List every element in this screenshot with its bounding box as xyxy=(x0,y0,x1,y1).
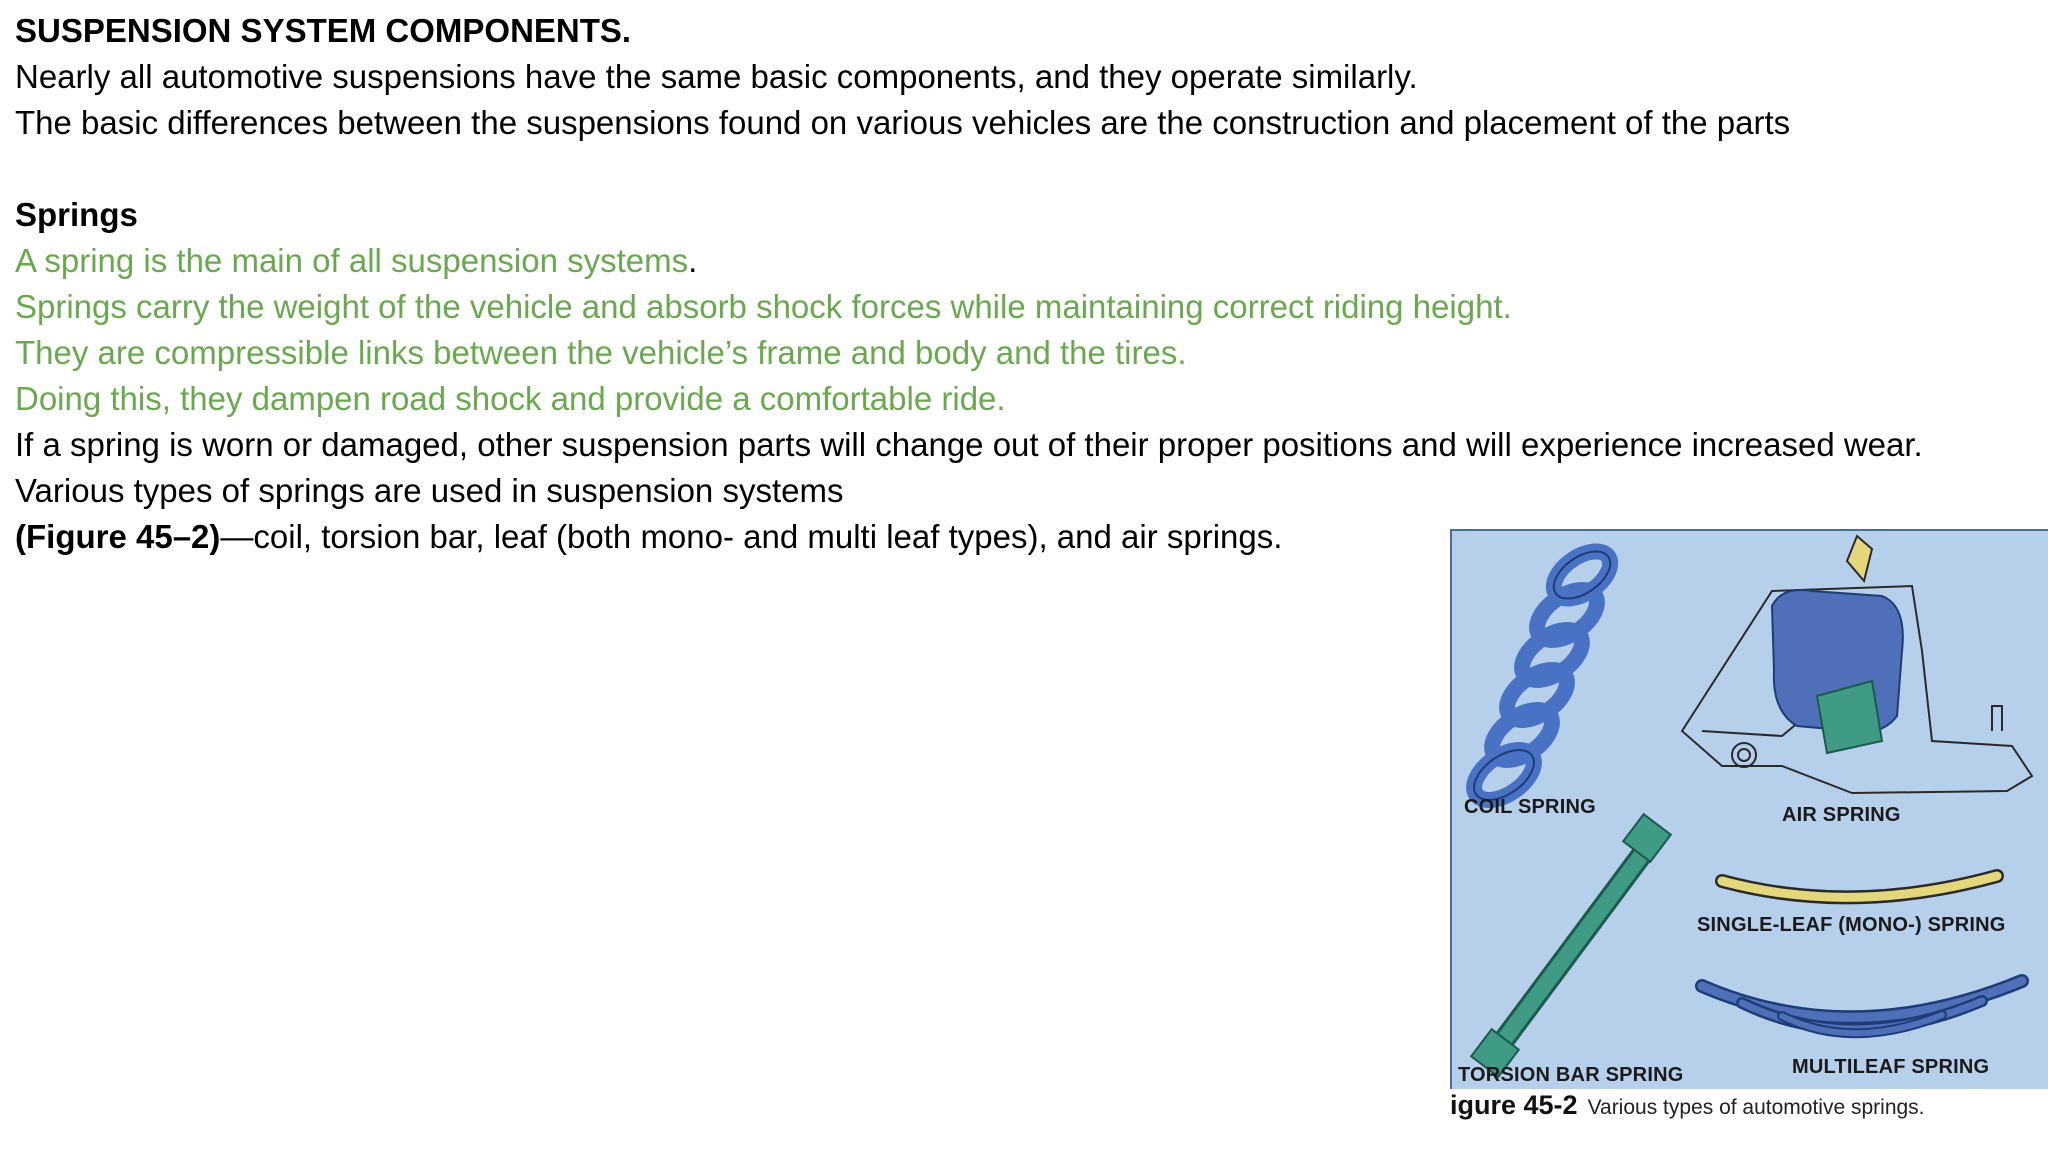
wear-paragraph: If a spring is worn or damaged, other suspension parts will change out of their proper positions and will experience increased wear. xyxy=(15,426,1923,463)
types-list: —coil, torsion bar, leaf (both mono- and multi leaf types), and air springs. xyxy=(220,518,1283,555)
springs-figure xyxy=(1450,529,2048,1089)
types-line: Various types of springs are used in suspension systems xyxy=(15,472,844,509)
springs-heading: Springs xyxy=(15,196,138,233)
torsion-bar-drawing xyxy=(1471,814,1671,1077)
green-line-4: Doing this, they dampen road shock and provide a comfortable ride. xyxy=(15,380,1006,417)
air-spring-bag xyxy=(1772,536,1903,753)
green-line-1-row xyxy=(15,238,2025,284)
coil-spring-label: COIL SPRING xyxy=(1464,796,1596,818)
green-line-2: Springs carry the weight of the vehicle and absorb shock forces while maintaining correct riding height. xyxy=(15,288,1512,325)
torsion-bar-label: TORSION BAR SPRING xyxy=(1458,1064,1684,1086)
intro-line-2: The basic differences between the suspensions found on various vehicles are the construction and placement of the parts xyxy=(15,104,1791,141)
intro-line-1: Nearly all automotive suspensions have the same basic components, and they operate similarly. xyxy=(15,58,1418,95)
green-line-1: A spring is the main of all suspension systems xyxy=(15,242,689,279)
green-line-3: They are compressible links between the vehicle’s frame and body and the tires. xyxy=(15,334,1187,371)
multileaf-drawing xyxy=(1702,981,2022,1033)
green-line-1-period: . xyxy=(688,242,698,279)
single-leaf-label: SINGLE-LEAF (MONO-) SPRING xyxy=(1697,914,2006,936)
figure-caption-text: Various types of automotive springs. xyxy=(1587,1096,1925,1119)
slide-text xyxy=(15,8,2025,560)
spacer xyxy=(15,146,2025,192)
section-heading: SUSPENSION SYSTEM COMPONENTS. xyxy=(15,12,632,49)
coil-spring-drawing xyxy=(1465,542,1618,810)
single-leaf-drawing xyxy=(1722,876,1997,897)
figure-caption xyxy=(1450,1090,2048,1130)
figure-reference: (Figure 45–2) xyxy=(15,518,221,555)
multileaf-label: MULTILEAF SPRING xyxy=(1792,1056,1990,1078)
figure-number: igure 45-2 xyxy=(1450,1090,1578,1120)
air-spring-label: AIR SPRING xyxy=(1782,804,1901,826)
